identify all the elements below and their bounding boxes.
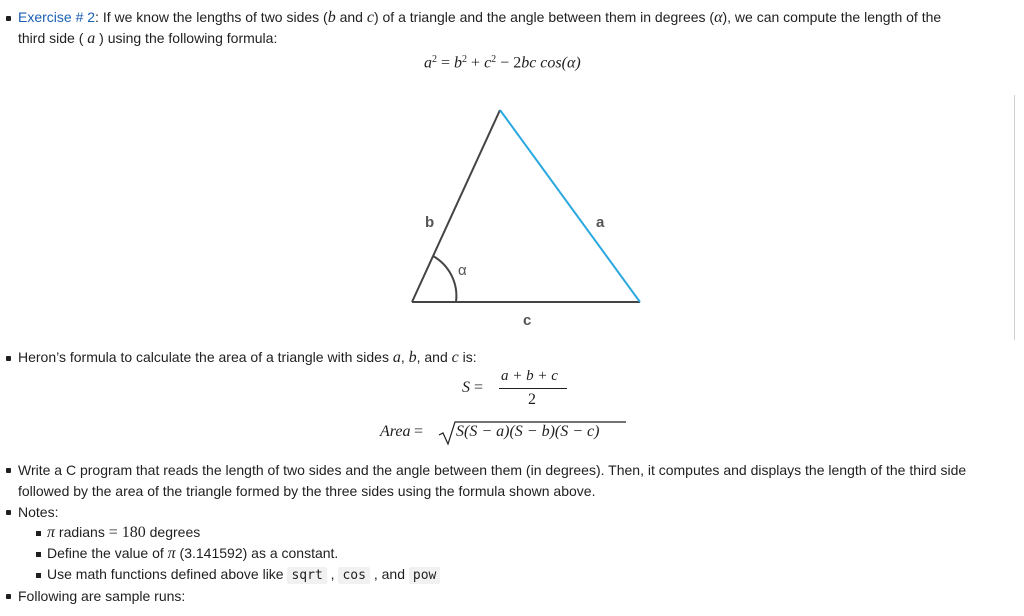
angle-arc xyxy=(433,256,456,302)
label-c: c xyxy=(523,312,532,329)
f-area: Area xyxy=(380,423,411,440)
label-alpha: α xyxy=(458,262,467,279)
label-a: a xyxy=(596,214,605,231)
math-b: b xyxy=(408,349,417,366)
semiperimeter-formula xyxy=(462,368,582,412)
text: Define the value of xyxy=(47,545,168,561)
program-line-1: Write a C program that reads the length of two sides and the angle between them (in degrees). Then, it computes and displays the length of the third side xyxy=(18,462,967,478)
f-bc: bc cos xyxy=(521,54,562,72)
sub-bullet xyxy=(36,552,41,557)
side-b xyxy=(412,110,500,302)
text: is: xyxy=(458,349,477,365)
bullet xyxy=(6,510,11,515)
text: degrees xyxy=(145,524,201,540)
text: , xyxy=(400,349,409,365)
text: Use math functions defined above like xyxy=(47,566,288,582)
text: ), we can compute the length of the xyxy=(722,9,942,25)
heron-line xyxy=(18,347,477,368)
f-numerator: a + b + c xyxy=(501,368,558,384)
sample-runs-line: Following are sample runs: xyxy=(18,588,186,604)
f-radicand: S(S − a)(S − b)(S − c) xyxy=(456,423,600,440)
text: ) of a triangle and the angle between them in degrees ( xyxy=(373,9,715,25)
exercise-link[interactable]: Exercise # 2 xyxy=(18,9,96,25)
triangle-diagram xyxy=(400,100,660,330)
bullet xyxy=(6,16,11,21)
note-pi-radians xyxy=(47,522,200,543)
bullet xyxy=(6,468,11,473)
f-S: S xyxy=(462,379,470,396)
f-eq: = xyxy=(437,54,455,72)
math-c: c xyxy=(366,9,374,26)
f-a: a xyxy=(424,54,432,72)
code-cos: cos xyxy=(338,567,369,584)
math-180: = 180 xyxy=(108,524,146,541)
math-a: a xyxy=(87,30,96,47)
note-math-functions xyxy=(47,564,440,586)
math-pi: π xyxy=(167,545,176,562)
math-b: b xyxy=(327,9,336,26)
f-c: c xyxy=(484,54,492,72)
sub-bullet xyxy=(36,573,41,578)
text: third side ( xyxy=(18,30,88,46)
text: , xyxy=(326,566,339,582)
note-pi-constant xyxy=(47,543,338,564)
math-c: c xyxy=(451,349,459,366)
bullet xyxy=(6,594,11,599)
f-denominator: 2 xyxy=(528,391,536,408)
f-b: b xyxy=(454,54,463,72)
math-a: a xyxy=(392,349,401,366)
fraction-bar xyxy=(499,388,567,389)
text: , and xyxy=(416,349,452,365)
text: : If we know the lengths of two sides ( xyxy=(95,9,328,25)
exercise-line-1 xyxy=(18,7,941,28)
text: ) using the following formula: xyxy=(95,30,278,46)
f-sup: 2 xyxy=(491,54,497,65)
code-sqrt: sqrt xyxy=(287,567,326,584)
text: radians xyxy=(55,524,109,540)
program-line-2: followed by the area of the triangle formed by the three sides using the formula shown above. xyxy=(18,483,596,499)
text: and xyxy=(335,9,367,25)
f-eq: = xyxy=(414,423,424,440)
notes-title: Notes: xyxy=(18,504,59,520)
f-plus: + xyxy=(467,54,485,72)
exercise-line-2 xyxy=(18,28,277,49)
f-sup: 2 xyxy=(432,54,437,65)
f-alpha: (α) xyxy=(561,54,581,72)
sub-bullet xyxy=(36,531,41,536)
f-sup: 2 xyxy=(462,54,468,65)
code-pow: pow xyxy=(409,567,440,584)
math-pi: π xyxy=(47,524,56,541)
side-a xyxy=(500,110,640,302)
math-alpha: α xyxy=(714,9,723,26)
law-of-cosines-formula xyxy=(424,50,581,74)
label-b: b xyxy=(425,214,435,231)
text: Heron’s formula to calculate the area of a triangle with sides xyxy=(18,349,393,365)
text: (3.141592) as a constant. xyxy=(175,545,339,561)
divider xyxy=(1014,95,1015,340)
f-minus: − 2 xyxy=(496,54,522,72)
area-formula xyxy=(380,420,640,446)
bullet xyxy=(6,356,11,361)
f-eq: = xyxy=(474,379,484,396)
text: , and xyxy=(369,566,409,582)
